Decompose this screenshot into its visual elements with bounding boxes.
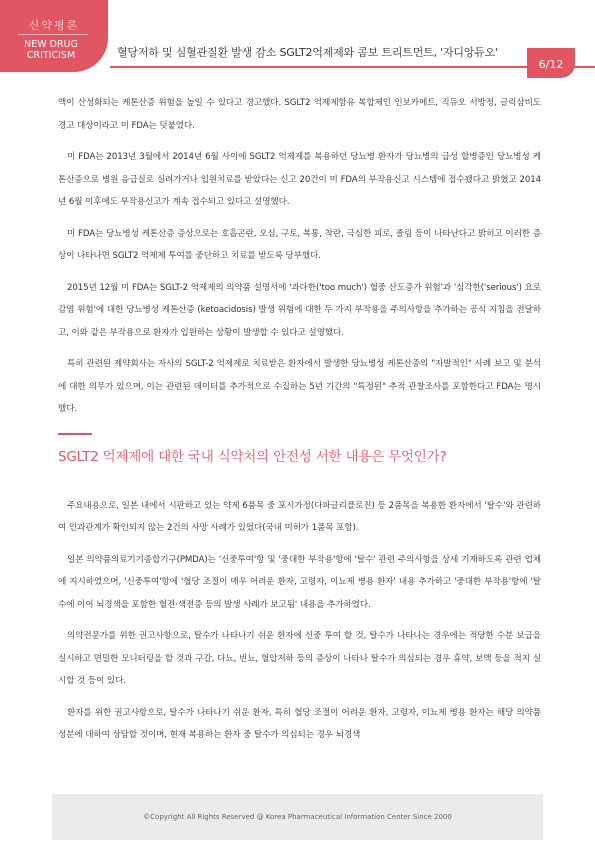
article-body bbox=[58, 92, 541, 756]
paragraph: 환자를 위한 권고사항으로, 탈수가 나타나기 쉬운 환자, 특히 혈당 조절이 어려운 환자, 고령자, 이뇨제 병용 환자는 해당 의약품 성분에 대하여 상담할 것이며, 현재 복용하는 환자 중 탈수가 의심되는 경우 뇌경색 bbox=[58, 707, 541, 740]
brand-logo bbox=[0, 0, 108, 72]
logo-english-line2: CRITICISM bbox=[26, 50, 76, 61]
paragraph: 주요내용으로, 일본 내에서 시판하고 있는 약제 6품목 중 포시가정(다파글리플로진) 등 2품목을 복용한 환자에서 '탈수'와 관련하여 인과관계가 확인되지 않는 2건의 사망 사례가 있었다(국내 미허가 1품목 포함). bbox=[58, 500, 541, 533]
page-footer bbox=[52, 794, 543, 840]
section-title: SGLT2 억제제에 대한 국내 식약처의 안전성 서한 내용은 무엇인가? bbox=[58, 448, 447, 465]
logo-divider bbox=[18, 34, 88, 35]
paragraph: 의약전문가를 위한 권고사항으로, 탈수가 나타나기 쉬운 환자에 신중 투여 할 것, 탈수가 나타나는 경우에는 적당한 수분 보급을 실시하고 면밀한 모니터링을 할 것과 구갈, 다뇨, 빈뇨, 혈압저하 등의 증상이 나타나 탈수가 의심되는 경우 휴약, 보액 등을 적지 실시할 것 등이 있다. bbox=[58, 631, 541, 686]
paragraph: 특히 관련된 제약회사는 자사의 SGLT-2 억제제로 치료받은 환자에서 발생한 당뇨병성 케톤산증의 "자발적인" 사례 보고 및 분석에 대한 의무가 있으며, 이는 관련된 데이터를 추가적으로 수집하는 5년 기간의 "특정된" 추적 관찰조사를 포함한다고 FDA는 명시했다. bbox=[58, 359, 541, 414]
paragraph: 액이 산성화되는 케톤산증 위험을 높일 수 있다고 경고했다. SGLT2 억제제함유 복합제인 인보카메트, 직듀오 서방정, 글릭삼비도 경고 대상이라고 미 FDA는 덧붙였다. bbox=[58, 98, 541, 131]
header-rule bbox=[110, 66, 595, 68]
document-title: 혈당저하 및 심혈관질환 발생 감소 SGLT2억제제와 콤보 트리트먼트, '자디앙듀오' bbox=[117, 46, 498, 59]
paragraph: 미 FDA는 당뇨병성 케톤산증 증상으로는 호흡곤란, 오심, 구토, 복통, 착란, 극심한 피로, 졸림 등이 나타난다고 밝히고 이러한 증상이 나타나면 SGLT2 억제제 투여를 중단하고 치료를 받도록 당부했다. bbox=[58, 228, 541, 261]
page-header bbox=[0, 0, 595, 80]
paragraph: 일본 의약품의료기기종합기구(PMDA)는 '신중투여'항 및 '중대한 부작용'항에 '탈수' 관련 주의사항을 상세 기재하도록 관련 업체에 지시하였으며, '신중투여'항에 '혈당 조절이 매우 어려운 환자, 고령자, 이뇨제 병용 환자' 내용 추가하고 '중대한 부작용'항에 '탈수에 이어 뇌경색을 포함한 혈전·색전증 등의 발생 사례가 보고됨' 내용을 추가하였다. bbox=[58, 554, 541, 610]
logo-english-line1: NEW DRUG bbox=[24, 39, 78, 50]
section-heading bbox=[58, 437, 541, 465]
paragraph: 2015년 12월 미 FDA는 SGLT-2 억제제의 의약품 설명서에 '과다한('too much') 혈중 산도증가 위험'과 '심각한('serious') 요로 감염 위험'에 대한 당뇨병성 케톤산증 (ketoacidosis) 발생 위험에 대한 두 가지 부작용을 주의사항을 추가하는 공식 지침을 전달하고, 이와 같은 부작용으로 환자가 입원하는 상황이 발생할 수 있다고 설명했다. bbox=[58, 282, 541, 338]
copyright-text: ©Copyright All Rights Reserved @ Korea Pharmaceutical Information Center Since 2000 bbox=[143, 813, 452, 821]
paragraph: 미 FDA는 2013년 3월에서 2014년 6월 사이에 SGLT2 억제제를 복용하던 당뇨병 환자가 당뇨병의 급성 합병증인 당뇨병성 케톤산증으로 병원 응급실로 실려가거나 입원치료를 받았다는 신고 20건이 미 FDA의 부작용신고 시스템에 접수됐다고 밝혔고 2014년 6월 이후에도 부작용신고가 계속 접수되고 있다고 설명했다. bbox=[58, 152, 541, 207]
page-number: 6/12 bbox=[527, 48, 575, 78]
logo-korean-text: 신약평론 bbox=[28, 19, 80, 32]
section-accent-rule bbox=[58, 433, 92, 435]
